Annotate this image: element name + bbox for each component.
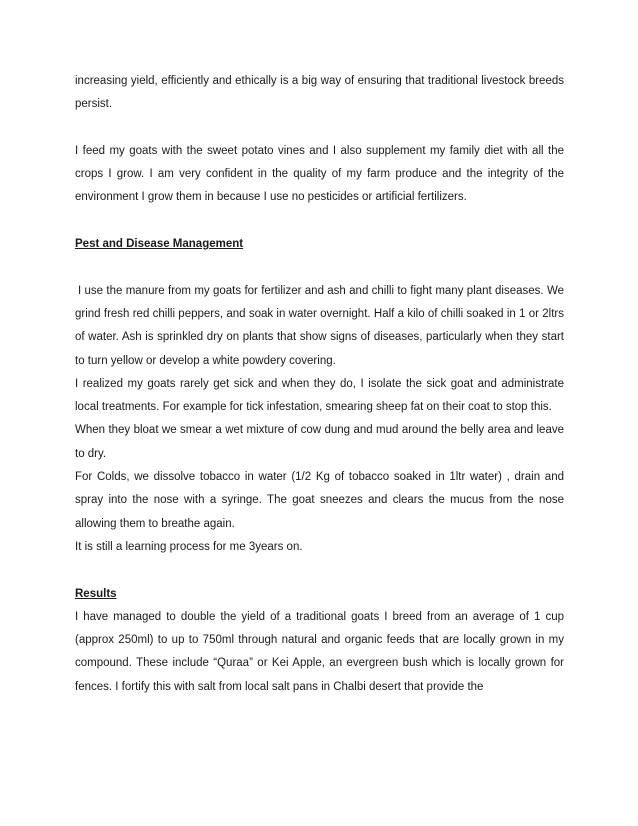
paragraph-gap xyxy=(75,256,564,279)
paragraph-colds: For Colds, we dissolve tobacco in water (1/2 Kg of tobacco soaked in 1ltr water) , drain and spray into the nose with a syringe. The goat sneezes and clears the mucus from the nose allowing them to breathe again. xyxy=(75,471,564,530)
paragraph-manure: I use the manure from my goats for fertilizer and ash and chilli to fight many plant diseases. We grind fresh red chilli peppers, and soak in water overnight. Half a kilo of chilli soaked in 1 or 2ltrs of water. Ash is sprinkled dry on plants that show signs of diseases, particularly when they start to turn yellow or develop a white powdery covering. xyxy=(75,284,564,367)
paragraph-intro-end: increasing yield, efficiently and ethically is a big way of ensuring that traditional livestock breeds persist. xyxy=(75,75,564,111)
paragraph-gap xyxy=(75,117,564,140)
document-page xyxy=(75,70,564,699)
paragraph-learning: It is still a learning process for me 3years on. xyxy=(75,540,303,553)
heading-pest-disease: Pest and Disease Management xyxy=(75,238,244,251)
paragraph-results: I have managed to double the yield of a traditional goats I breed from an average of 1 cup (approx 250ml) to up to 750ml through natural and organic feeds that are locally grown in my compound. These include “Quraa” or Kei Apple, an evergreen bush which is locally grown for fences. I fortify this with salt from local salt pans in Chalbi desert that provide the xyxy=(75,610,564,693)
paragraph-sick-goats: I realized my goats rarely get sick and when they do, I isolate the sick goat and administrate local treatments. For example for tick infestation, smearing sheep fat on their coat to stop this. xyxy=(75,377,564,414)
heading-results: Results xyxy=(75,587,117,600)
paragraph-gap xyxy=(75,210,564,233)
paragraph-feeding: I feed my goats with the sweet potato vines and I also supplement my family diet with all the crops I grow. I am very confident in the quality of my farm produce and the integrity of the environment I grow them in because I use no pesticides or artificial fertilizers. xyxy=(75,144,564,204)
paragraph-bloat: When they bloat we smear a wet mixture of cow dung and mud around the belly area and leave to dry. xyxy=(75,424,564,460)
paragraph-gap xyxy=(75,559,564,582)
